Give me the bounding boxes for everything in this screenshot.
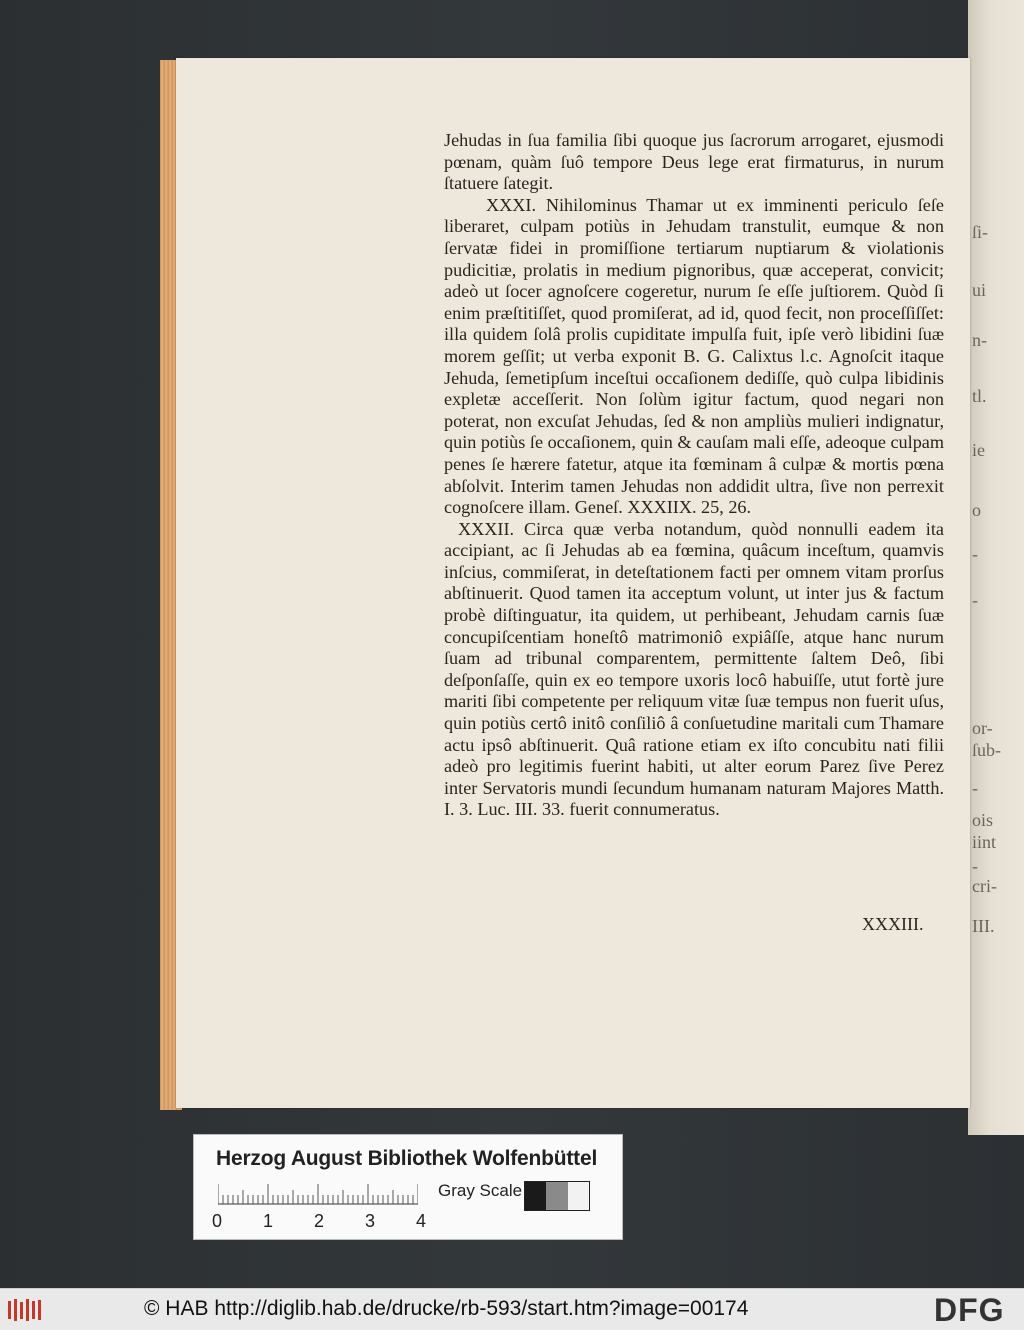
scale-ruler — [218, 1183, 418, 1205]
dfg-logo: DFG — [934, 1292, 1005, 1328]
next-page-fragment: - — [972, 544, 978, 564]
next-page-fragment: III. — [972, 916, 995, 936]
ruler-number: 4 — [416, 1211, 427, 1231]
next-page-fragment: ois — [972, 810, 994, 830]
next-page-fragment: ui — [972, 280, 987, 300]
next-page-fragment: - — [972, 590, 978, 610]
paragraph: XXXI. Nihilominus Thamar ut ex imminenti periculo ſeſe liberaret, culpam potiùs in Jehudam transtulit, eumque & non ſervatæ fidei in promiſſione tertiarum nuptiarum & violationis pudicitiæ, prolatis in medium pignoribus, quæ acceperat, convicit; adeò ut ſocer agnoſcere cogeretur, nurum ſe eſſe juſtiorem. Quòd ſi enim præſtitiſſet, quod promiſerat, ad id, quod fecit, non proceſſiſſet: illa quidem ſolâ prolis cupiditate impulſa fuit, ipſe verò libidini ſuæ morem geſſit; ut verba exponit B. G. Calixtus l.c. Agnoſcit itaque Jehuda, ſemetipſum inceſtui occaſionem dediſſe, quò culpa libidinis expletæ acceſſerit. Non ſolùm igitur factum, quod negari non poterat, non excuſat Jehudas, ſed & non ampliùs mulieri indignatur, quin potiùs ſe occaſionem, quin & cauſam mali eſſe, adeoque culpam penes ſe hærere fatetur, atque ita fœminam â culpæ & mortis pœna abſolvit. Interim tamen Jehudas non addidit ultra, ſive non perrexit cognoſcere illam. Geneſ. XXXIIX. 25, 26. — [444, 194, 945, 518]
library-label-card — [193, 1134, 623, 1240]
ruler-number: 0 — [212, 1211, 223, 1231]
swatch-white — [568, 1182, 589, 1210]
hab-logo-icon — [6, 1297, 46, 1323]
next-page-fragment: - — [972, 778, 978, 798]
swatch-gray — [546, 1182, 567, 1210]
ruler-number: 3 — [365, 1211, 376, 1231]
next-page-fragment: tl. — [972, 386, 987, 406]
ruler-number: 1 — [263, 1211, 274, 1231]
gray-scale-swatches — [524, 1181, 590, 1211]
page-text — [444, 130, 944, 821]
next-page-fragment: ſi- — [972, 222, 988, 242]
next-page-fragment: n- — [972, 330, 987, 350]
next-page-fragment: - — [972, 856, 978, 876]
next-page-fragment: or- — [972, 718, 993, 738]
catchword: XXXIII. — [862, 914, 924, 934]
next-page-fragment: cri- — [972, 876, 997, 896]
copyright-link[interactable]: © HAB http://diglib.hab.de/drucke/rb-593/start.htm?image=00174 — [144, 1297, 749, 1320]
library-name: Herzog August Bibliothek Wolfenbüttel — [216, 1147, 598, 1170]
paragraph: XXXII. Circa quæ verba notandum, quòd nonnulli eadem ita accipiant, ac ſi Jehudas ab ea fœmina, quâcum inceſtum, quamvis inſcius, commiſerat, in deteſtationem facti per omnem vitam prorſus abſtinuerit. Quod tamen ita acceptum volunt, ut inter jus & factum probè diſtinguatur, ita quidem, ut perhibeant, Jehudam carnis ſuæ concupiſcentiam honeſtô matrimoniô expiâſſe, atque hanc nurum ſuam ad tribunal comparentem, permittente ſaltem Deô, ſibi deſponſaſſe, quin ex eo tempore uxoris locô habuiſſe, utut fortè jure mariti ſibi competente per reliquum vitæ ſuæ tempus non fuerit uſus, quin potiùs certô initô conſiliô â conſuetudine maritali cum Thamare actu ipsô abſtinuerit. Quâ ratione etiam ex iſto concubitu nati filii adeò pro legitimis fuerint habiti, ut alter eorum Parez ſive Perez inter Servatoris mundi ſecundum humanam naturam Majores Matth. I. 3. Luc. III. 33. fuerit connumeratus. — [444, 518, 944, 820]
next-page-fragment: ie — [972, 440, 985, 460]
next-page-fragment: ſub- — [972, 740, 1001, 760]
next-page-fragment: o — [972, 500, 981, 520]
gray-scale-label: Gray Scale — [438, 1181, 523, 1200]
ruler-number: 2 — [314, 1211, 325, 1231]
next-page-edge — [968, 0, 1024, 1135]
swatch-black — [525, 1182, 546, 1210]
footer-bar — [0, 1288, 1024, 1330]
paragraph: Jehudas in ſua familia ſibi quoque jus ſacrorum arrogaret, ejusmodi pœnam, quàm ſuô tempore Deus lege erat firmaturus, in nurum ſtatuere ſategit. — [444, 130, 944, 194]
next-page-fragment: iint — [972, 832, 997, 852]
